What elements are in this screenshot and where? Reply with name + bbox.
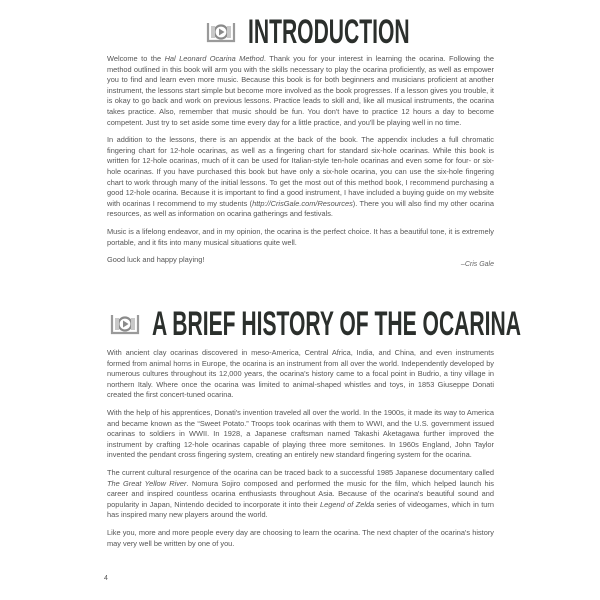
website-link[interactable]: http://CrisGale.com/Resources [252, 198, 353, 208]
introduction-title: INTRODUCTION [248, 12, 410, 51]
history-heading [110, 306, 600, 342]
text-run: . Nomura Sojiro composed and performed the music for the film, which helped launch his career and inspired countless ocarina enthusiasts throughout Asia. Because of the ocarina's beautiful sound and popularity in Japan, Nintendo decided to incorporate it into their [107, 478, 494, 509]
video-play-icon [110, 313, 140, 335]
introduction-body [107, 54, 494, 273]
book-title-emphasis: Hal Leonard Ocarina Method [164, 54, 264, 63]
text-run: The current cultural resurgence of the ocarina can be traced back to a successful 1985 Japanese documentary called [107, 467, 494, 477]
text-run: series of videogames, which in turn has inspired many new players around the world. [107, 499, 494, 520]
text-run: . Thank you for your interest in learning the ocarina. Following the method outlined in this book will arm you with the skills necessary to play the ocarina proficiently, as well as empower you to find and learn even more music. Because this book is for both beginners and musicians proficient at another instrument, the lessons start simple but become more involved as the book progresses. If a lesson gives you trouble, it is okay to go back and work on previous lessons. Practice leads to skill and, like all musical instruments, the ocarina takes practice. Also, remember that music should be fun. You don't have to practice 12 hours a day to become competent. Just try to set aside some time every day for a little practice, and you'll be playing well in no time. [107, 54, 495, 127]
video-play-icon [206, 21, 236, 43]
author-signature: –Cris Gale [460, 261, 494, 268]
intro-paragraph-1 [107, 54, 494, 128]
history-body [107, 348, 494, 556]
intro-paragraph-3: Music is a lifelong endeavor, and in my opinion, the ocarina is the perfect choice. It has a beautiful tone, it is extremely portable, and it fits into many musical situations quite well. [107, 226, 494, 247]
history-paragraph-2: With the help of his apprentices, Donati's invention traveled all over the world. In the 1900s, it made its way to America and became known as the “Sweet Potato.” Troops took ocarinas with them to WWI, and the U.S. government issued ocarinas to soldiers in WWII. In 1928, a Japanese craftsman named Takashi Aketagawa further improved the instrument by crafting 12-hole ocarinas capable of playing three more semitones. In 1960s England, John Taylor invented the pendant cross fingering system, creating an entirely new standard fingering system for the ocarina. [107, 407, 494, 460]
text-run: In addition to the lessons, there is an appendix at the back of the book. The appendix includes a full chromatic fingering chart for 12-hole ocarinas, as well as a fingering chart for standard six-hole ocarinas. While this book is written for 12-hole ocarinas, much of it can be used for Italian-style ten-hole ocarinas and even some for four- or six-hole ocarinas. If you have purchased this book but have only a six-hole ocarina, you can use the six-hole fingering chart to work through many of the initial lessons. To get the most out of this method book, I recommend purchasing a good 12-hole ocarina. Because it is important to find a good instrument, I have included a buying guide on my website with ocarinas I recommend to my students ( [107, 135, 494, 208]
intro-paragraph-2 [107, 135, 494, 220]
text-run: ). There you will also find my other ocarina resources, as well as information on ocarina gatherings and festivals. [107, 198, 494, 219]
history-paragraph-1: With ancient clay ocarinas discovered in meso-America, Central Africa, India, and China, and even instruments formed from animal horns in Europe, the ocarina is an instrument from all over the world. Independently developed by numerous cultures throughout its 12,000 years, the ocarina's history came to a focal point in Budrio, a tiny village in northern Italy. Where once the ocarina was limited to animal-shaped whistles and toys, in 1853 Giuseppe Donati created the first concert-tuned ocarina. [107, 348, 494, 400]
game-title-emphasis: Legend of Zelda [319, 499, 375, 509]
history-paragraph-4: Like you, more and more people every day are choosing to learn the ocarina. The next chapter of the ocarina's history may very well be written by one of you. [107, 527, 494, 548]
text-run: Welcome to the [107, 54, 165, 63]
intro-paragraph-4: Good luck and happy playing! [107, 255, 205, 265]
film-title-emphasis: The Great Yellow River [107, 478, 187, 488]
history-paragraph-3 [107, 468, 494, 521]
introduction-heading [206, 14, 509, 50]
history-title: A BRIEF HISTORY OF THE OCARINA [152, 304, 521, 343]
page-number: 4 [104, 575, 108, 582]
